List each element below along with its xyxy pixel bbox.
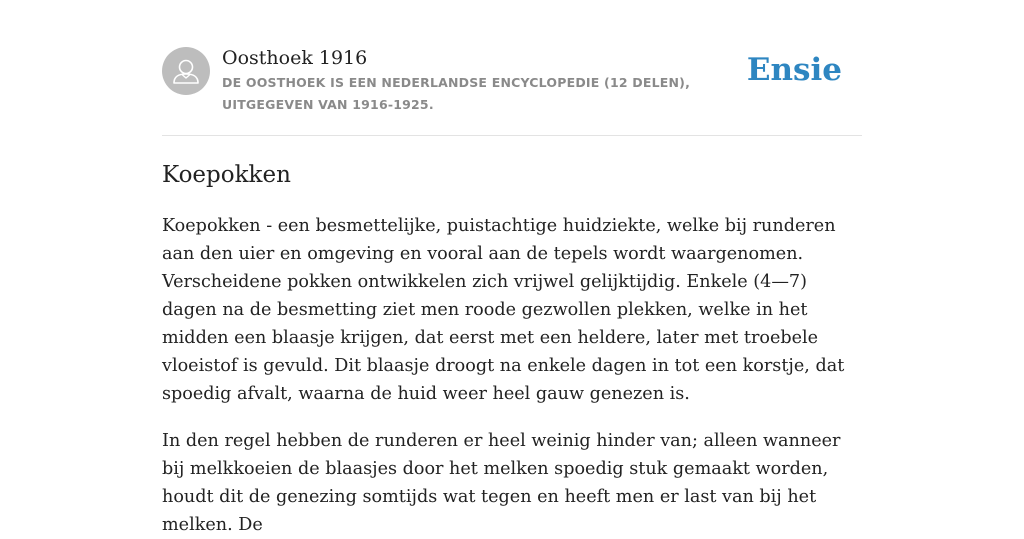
- source-avatar[interactable]: [162, 47, 210, 95]
- page-container: [162, 0, 862, 539]
- article-body: [162, 212, 862, 539]
- person-icon: [162, 47, 210, 95]
- brand-logo[interactable]: Ensie: [746, 52, 842, 88]
- article-paragraph: In den regel hebben de runderen er heel weinig hinder van; alleen wanneer bij melkkoeien de blaasjes door het melken spoedig stuk gemaakt worden, houdt dit de genezing somtijds wat tegen en heeft men er last van bij het melken. De: [162, 431, 841, 535]
- source-description: DE OOSTHOEK IS EEN NEDERLANDSE ENCYCLOPEDIE (12 DELEN), UITGEGEVEN VAN 1916-1925.: [222, 75, 691, 112]
- source-title[interactable]: Oosthoek 1916: [222, 47, 368, 69]
- article-paragraph: Koepokken - een besmettelijke, puistachtige huidziekte, welke bij runderen aan den uier en omgeving en vooral aan de tepels wordt waargenomen. Verscheidene pokken ontwikkelen zich vrijwel gelijktijdig. Enkele (4—7) dagen na de besmetting ziet men roode gezwollen plekken, welke in het midden een blaasje krijgen, dat eerst met een heldere, later met troebele vloeistof is gevuld. Dit blaasje droogt na enkele dagen in tot een korstje, dat spoedig afvalt, waarna de huid weer heel gauw genezen is.: [162, 216, 845, 404]
- source-header: [162, 0, 862, 136]
- article-title: Koepokken: [162, 162, 291, 188]
